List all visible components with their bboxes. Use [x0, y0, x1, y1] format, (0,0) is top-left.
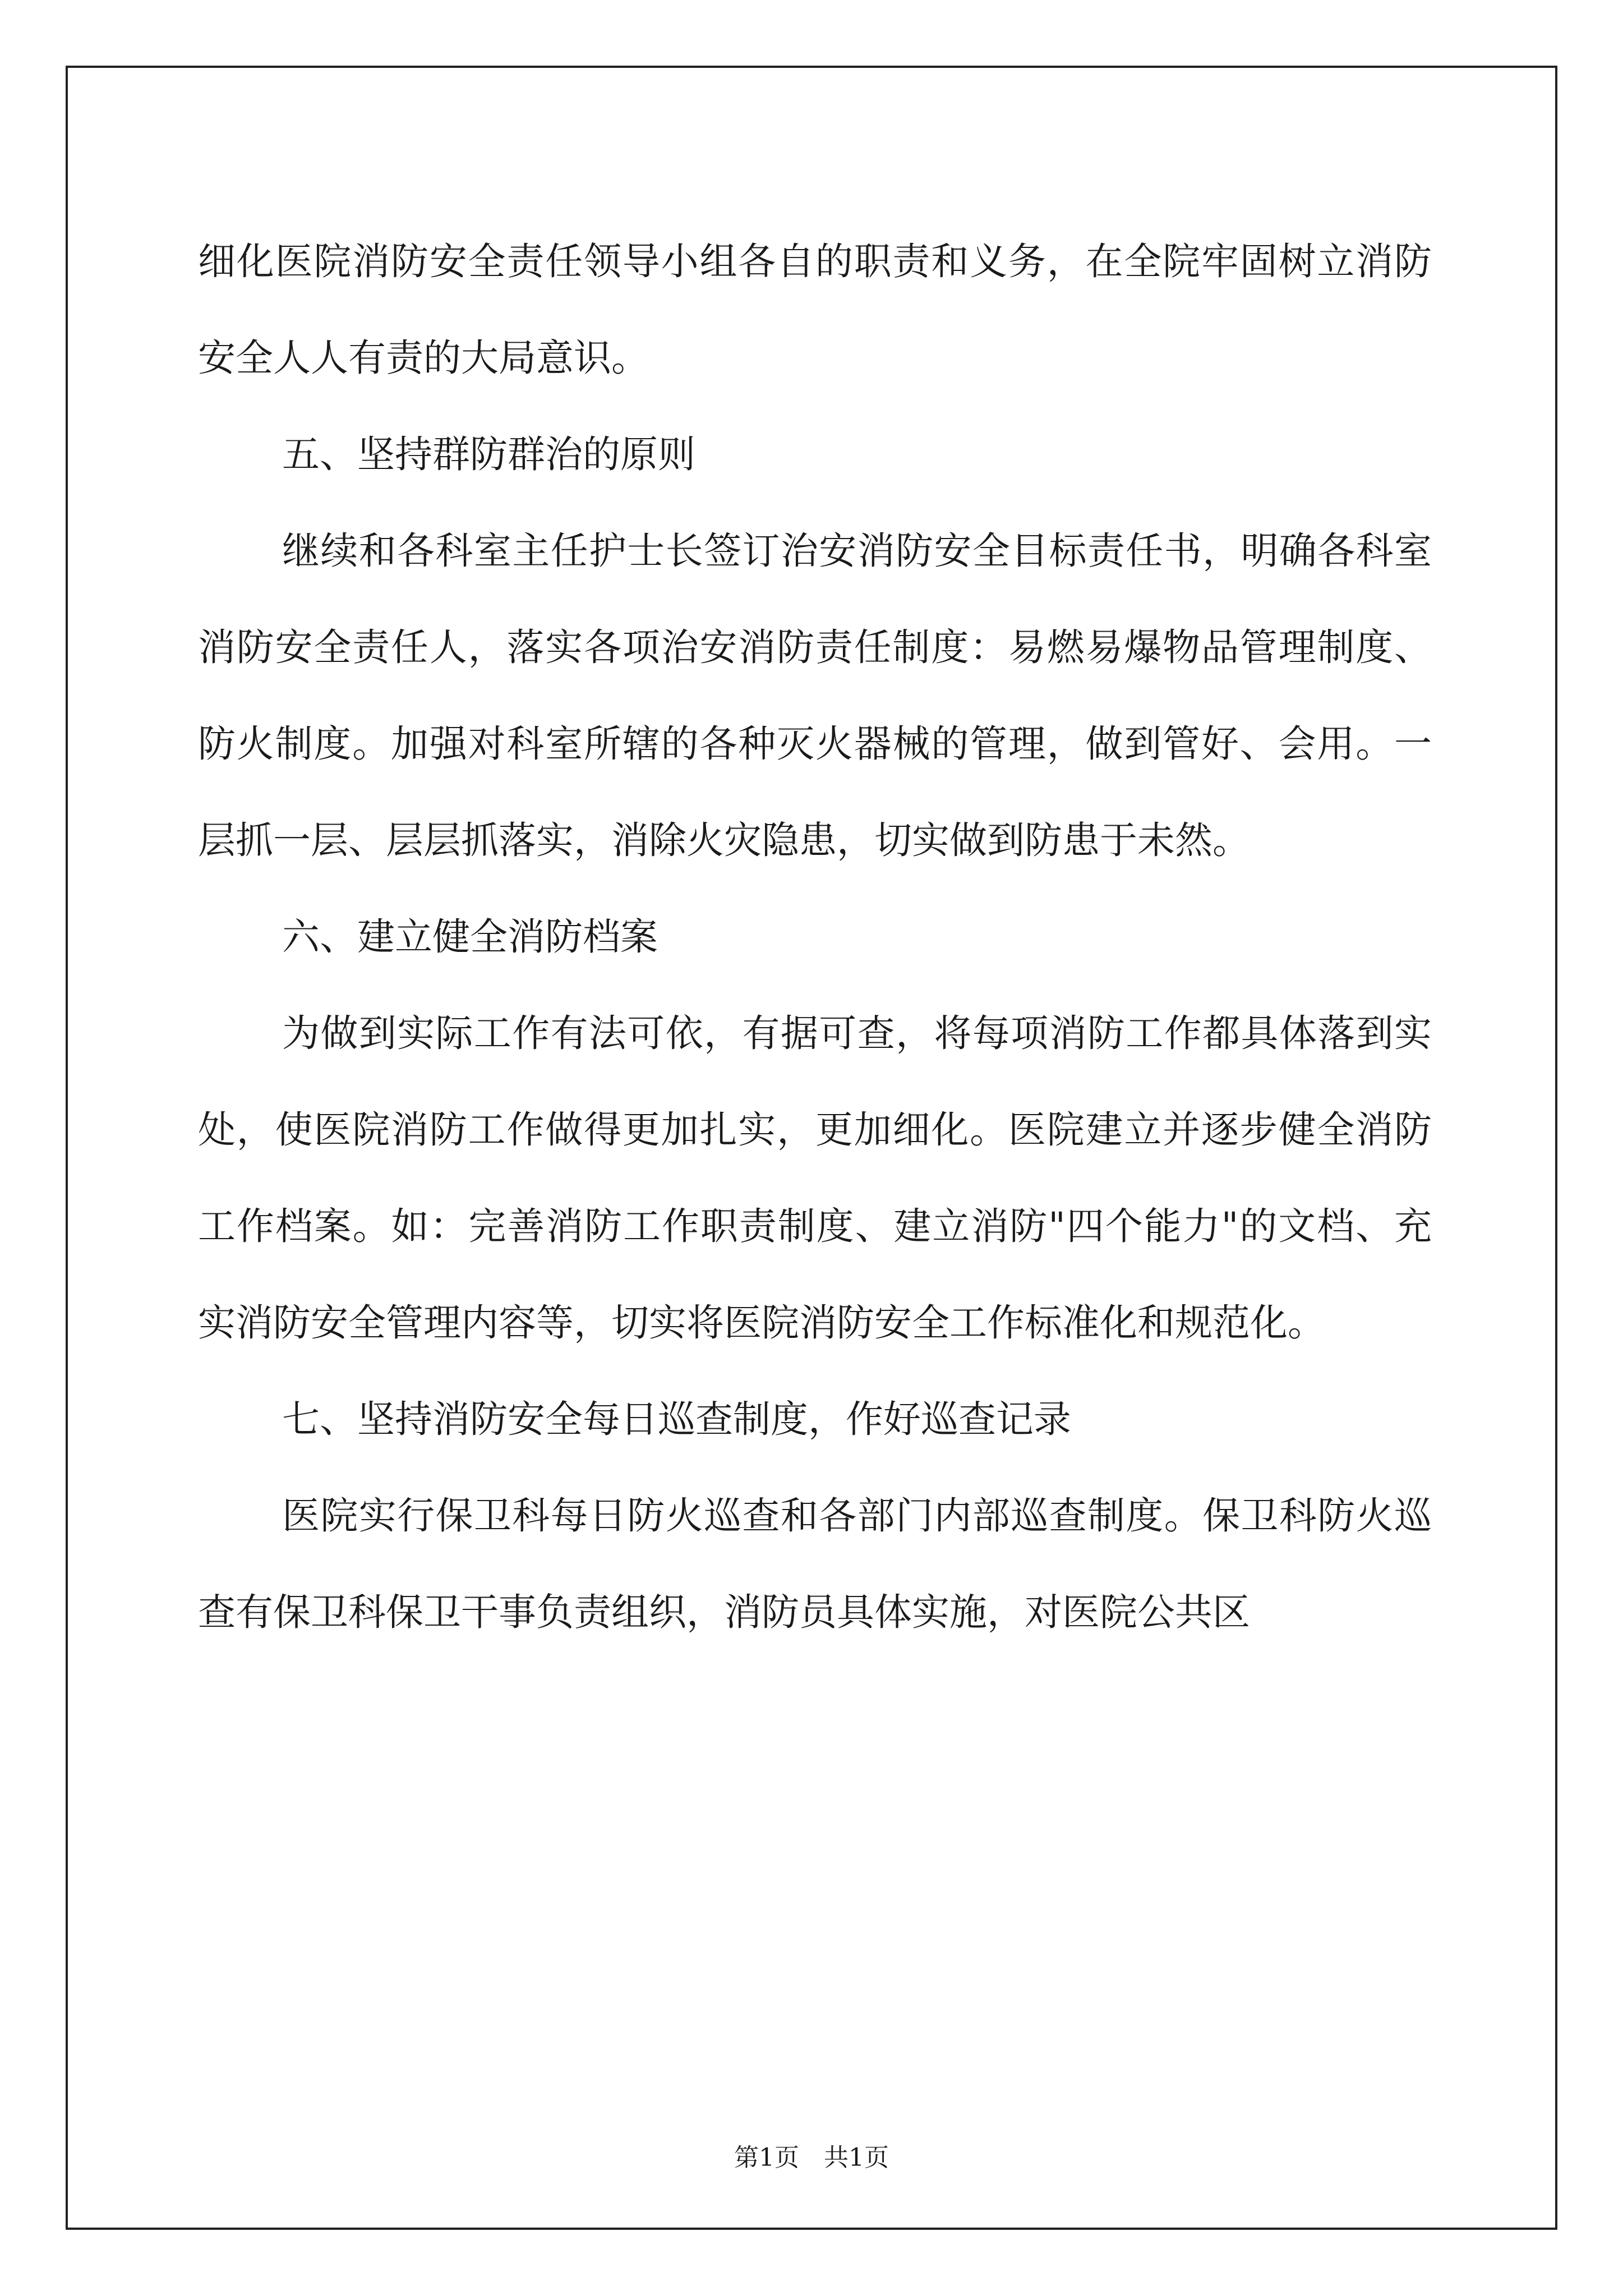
paragraph-section-seven: 医院实行保卫科每日防火巡查和各部门内部巡查制度。保卫科防火巡查有保卫科保卫干事负责组织，消防员具体实施，对医院公共区	[198, 1494, 1432, 1634]
paragraph-section-five: 继续和各科室主任护士长签订治安消防安全目标责任书，明确各科室消防安全责任人，落实各项治安消防责任制度：易燃易爆物品管理制度、防火制度。加强对科室所辖的各种灭火器械的管理，做到管好、会用。一层抓一层、层层抓落实，消除火灾隐患，切实做到防患于未然。	[198, 529, 1432, 862]
paragraph-continuation: 细化医院消防安全责任领导小组各自的职责和义务，在全院牢固树立消防安全人人有责的大局意识。	[198, 240, 1432, 380]
paragraph-section-six: 为做到实际工作有法可依，有据可查，将每项消防工作都具体落到实处，使医院消防工作做得更加扎实，更加细化。医院建立并逐步健全消防工作档案。如：完善消防工作职责制度、建立消防"四个能力"的文档、充实消防安全管理内容等，切实将医院消防安全工作标准化和规范化。	[198, 1011, 1432, 1345]
page-number: 第1页	[734, 2143, 799, 2172]
page-footer	[0, 2137, 1623, 2173]
section-heading-seven: 七、坚持消防安全每日巡查制度，作好巡查记录	[282, 1397, 1071, 1441]
section-heading-five: 五、坚持群防群治的原则	[282, 432, 695, 476]
page-total: 共1页	[824, 2143, 889, 2172]
section-heading-six: 六、建立健全消防档案	[282, 915, 658, 959]
document-body	[198, 213, 1432, 1660]
